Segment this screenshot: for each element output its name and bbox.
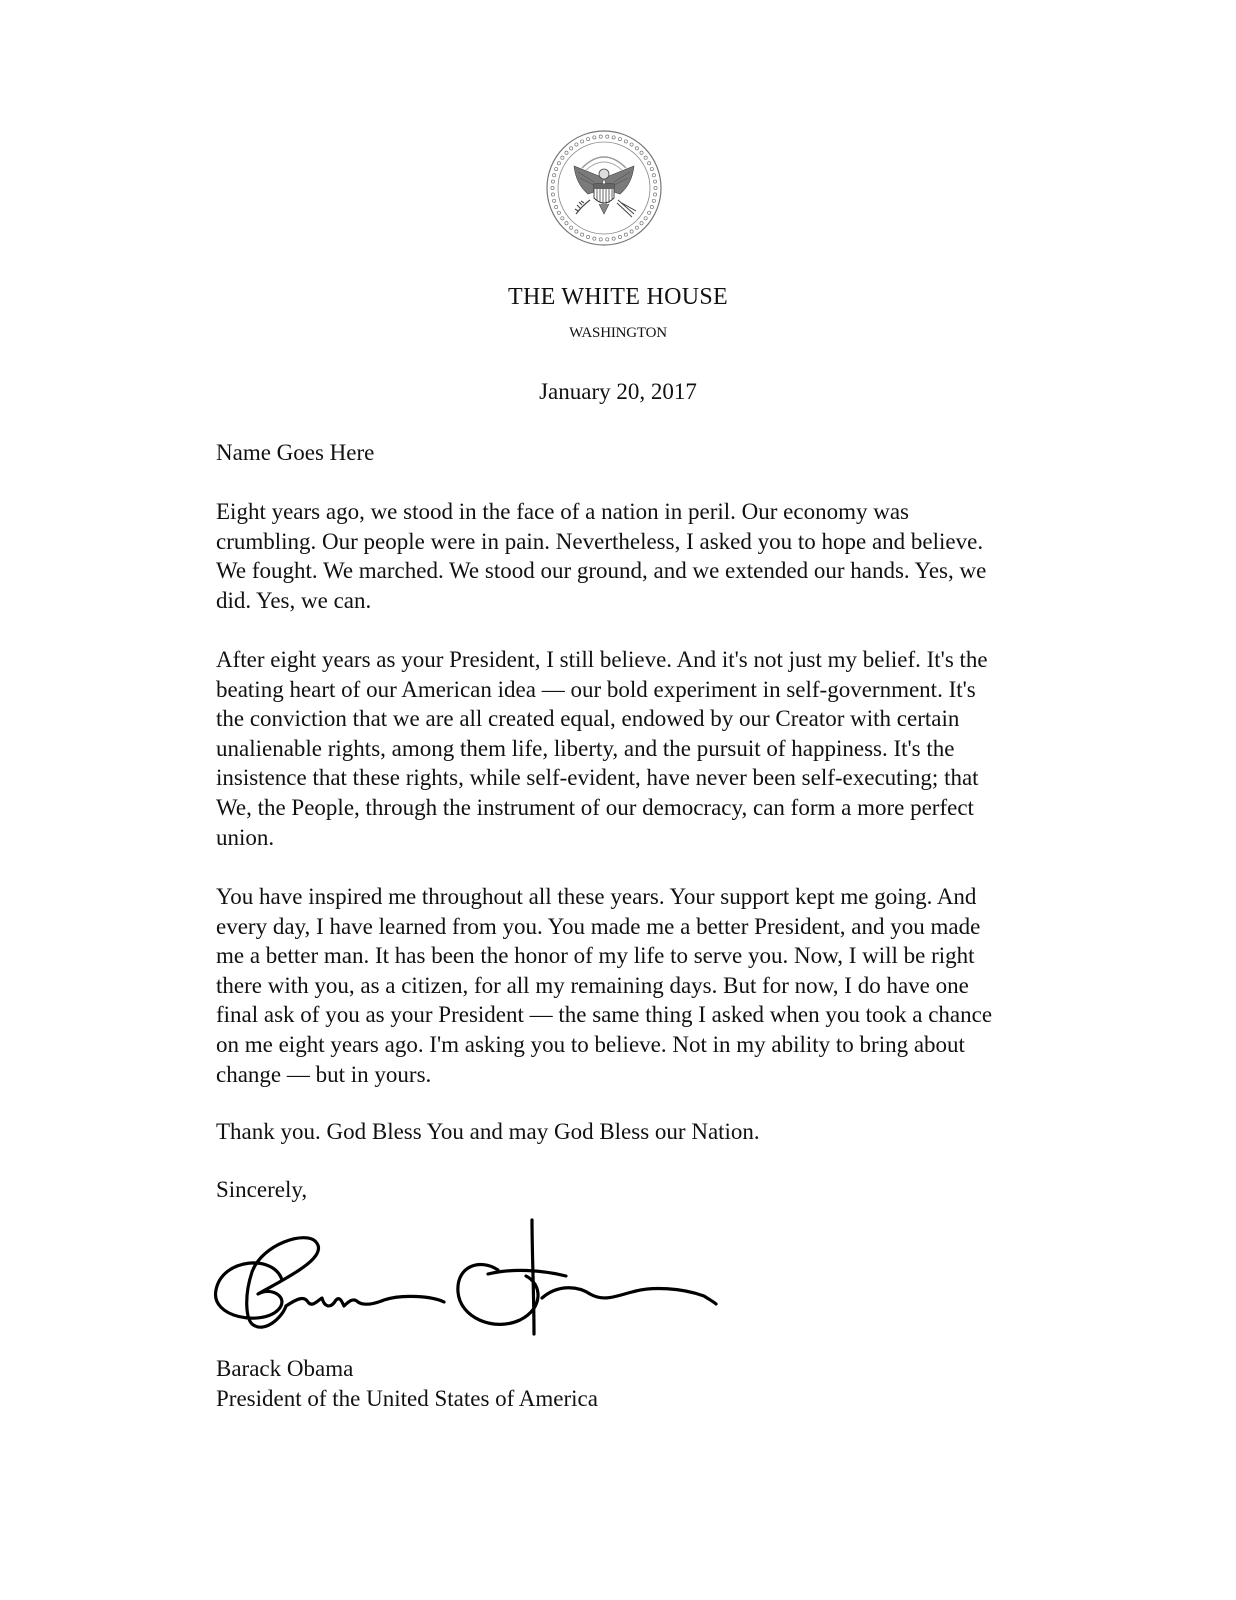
seal-star [606, 238, 609, 241]
seal-star [570, 147, 573, 150]
signoff: Sincerely, [216, 1177, 308, 1202]
closing-line: Thank you. God Bless You and may God Bless our Nation. [216, 1119, 760, 1144]
seal-star [551, 180, 554, 183]
seal-star [635, 226, 638, 229]
recipient-name: Name Goes Here [216, 440, 375, 465]
seal-star [555, 167, 558, 170]
seal-star [618, 137, 621, 140]
body-paragraph: You have inspired me throughout all these years. Your support kept me going. And every day, I have learned from you. You made me a better President, and you made me a better man. It has been the honor of my life to serve you. Now, I will be right there with you, as a citizen, for all my remaining days. But for now, I do have one final ask of you as your President — the same thing I asked when you took a chance on me eight years ago. I'm asking you to believe. Not in my ability to bring about change — but in yours. [216, 884, 993, 1087]
seal-star [580, 233, 583, 236]
seal-star [648, 162, 651, 165]
seal-star [557, 211, 560, 214]
seal-star [612, 237, 615, 240]
seal-star [599, 238, 602, 241]
seal-star [612, 136, 615, 139]
seal-star [630, 143, 633, 146]
seal-star [570, 226, 573, 229]
seal-star [648, 211, 651, 214]
seal-star [650, 167, 653, 170]
seal-star [599, 135, 602, 138]
seal-star [553, 174, 556, 177]
seal-star [624, 233, 627, 236]
signer-title: President of the United States of America [216, 1385, 598, 1411]
seal-star [652, 199, 655, 202]
seal-star [640, 222, 643, 225]
seal-star [565, 222, 568, 225]
seal-star [640, 151, 643, 154]
seal-star [561, 217, 564, 220]
seal-star [586, 235, 589, 238]
seal-star [644, 156, 647, 159]
signer-name: Barack Obama [216, 1356, 354, 1381]
seal-star [551, 186, 554, 189]
seal-star [557, 162, 560, 165]
signer-block [216, 1354, 598, 1413]
letter-date: January 20, 2017 [539, 379, 697, 404]
seal-star [653, 180, 656, 183]
presidential-seal-icon [544, 128, 664, 248]
body-paragraph: After eight years as your President, I still believe. And it's not just my belief. It's the beating heart of our American idea — our bold experiment in self-government. It's the conviction that we are all created equal, endowed by our Creator with certain unalienable rights, among them life, liberty, and the pursuit of happiness. It's the insistence that these rights, while self-evident, have never been self-executing; that We, the People, through the instrument of our democracy, can form a more perfect union. [216, 647, 988, 850]
seal-star [575, 143, 578, 146]
seal-star [630, 230, 633, 233]
seal-star [652, 174, 655, 177]
seal-star [586, 137, 589, 140]
seal-star [593, 136, 596, 139]
seal-star [553, 199, 556, 202]
handwritten-signature [212, 1214, 722, 1346]
seal-star [593, 237, 596, 240]
seal-star [606, 135, 609, 138]
letterhead-title: THE WHITE HOUSE [507, 284, 729, 310]
seal-star [635, 147, 638, 150]
seal-star [653, 193, 656, 196]
seal-star [644, 217, 647, 220]
seal-star [561, 156, 564, 159]
body-paragraph: Eight years ago, we stood in the face of a nation in peril. Our economy was crumbling. Our people were in pain. Nevertheless, I asked you to hope and believe. We fought. We marched. We stood our ground, and we extended our hands. Yes, we did. Yes, we can. [216, 499, 987, 613]
seal-star [654, 186, 657, 189]
seal-star [555, 205, 558, 208]
seal-star [650, 205, 653, 208]
seal-star [624, 140, 627, 143]
seal-star [575, 230, 578, 233]
seal-star [565, 151, 568, 154]
seal-star [580, 140, 583, 143]
letterhead-subtitle: WASHINGTON [569, 325, 667, 341]
seal-star [618, 235, 621, 238]
seal-star [551, 193, 554, 196]
